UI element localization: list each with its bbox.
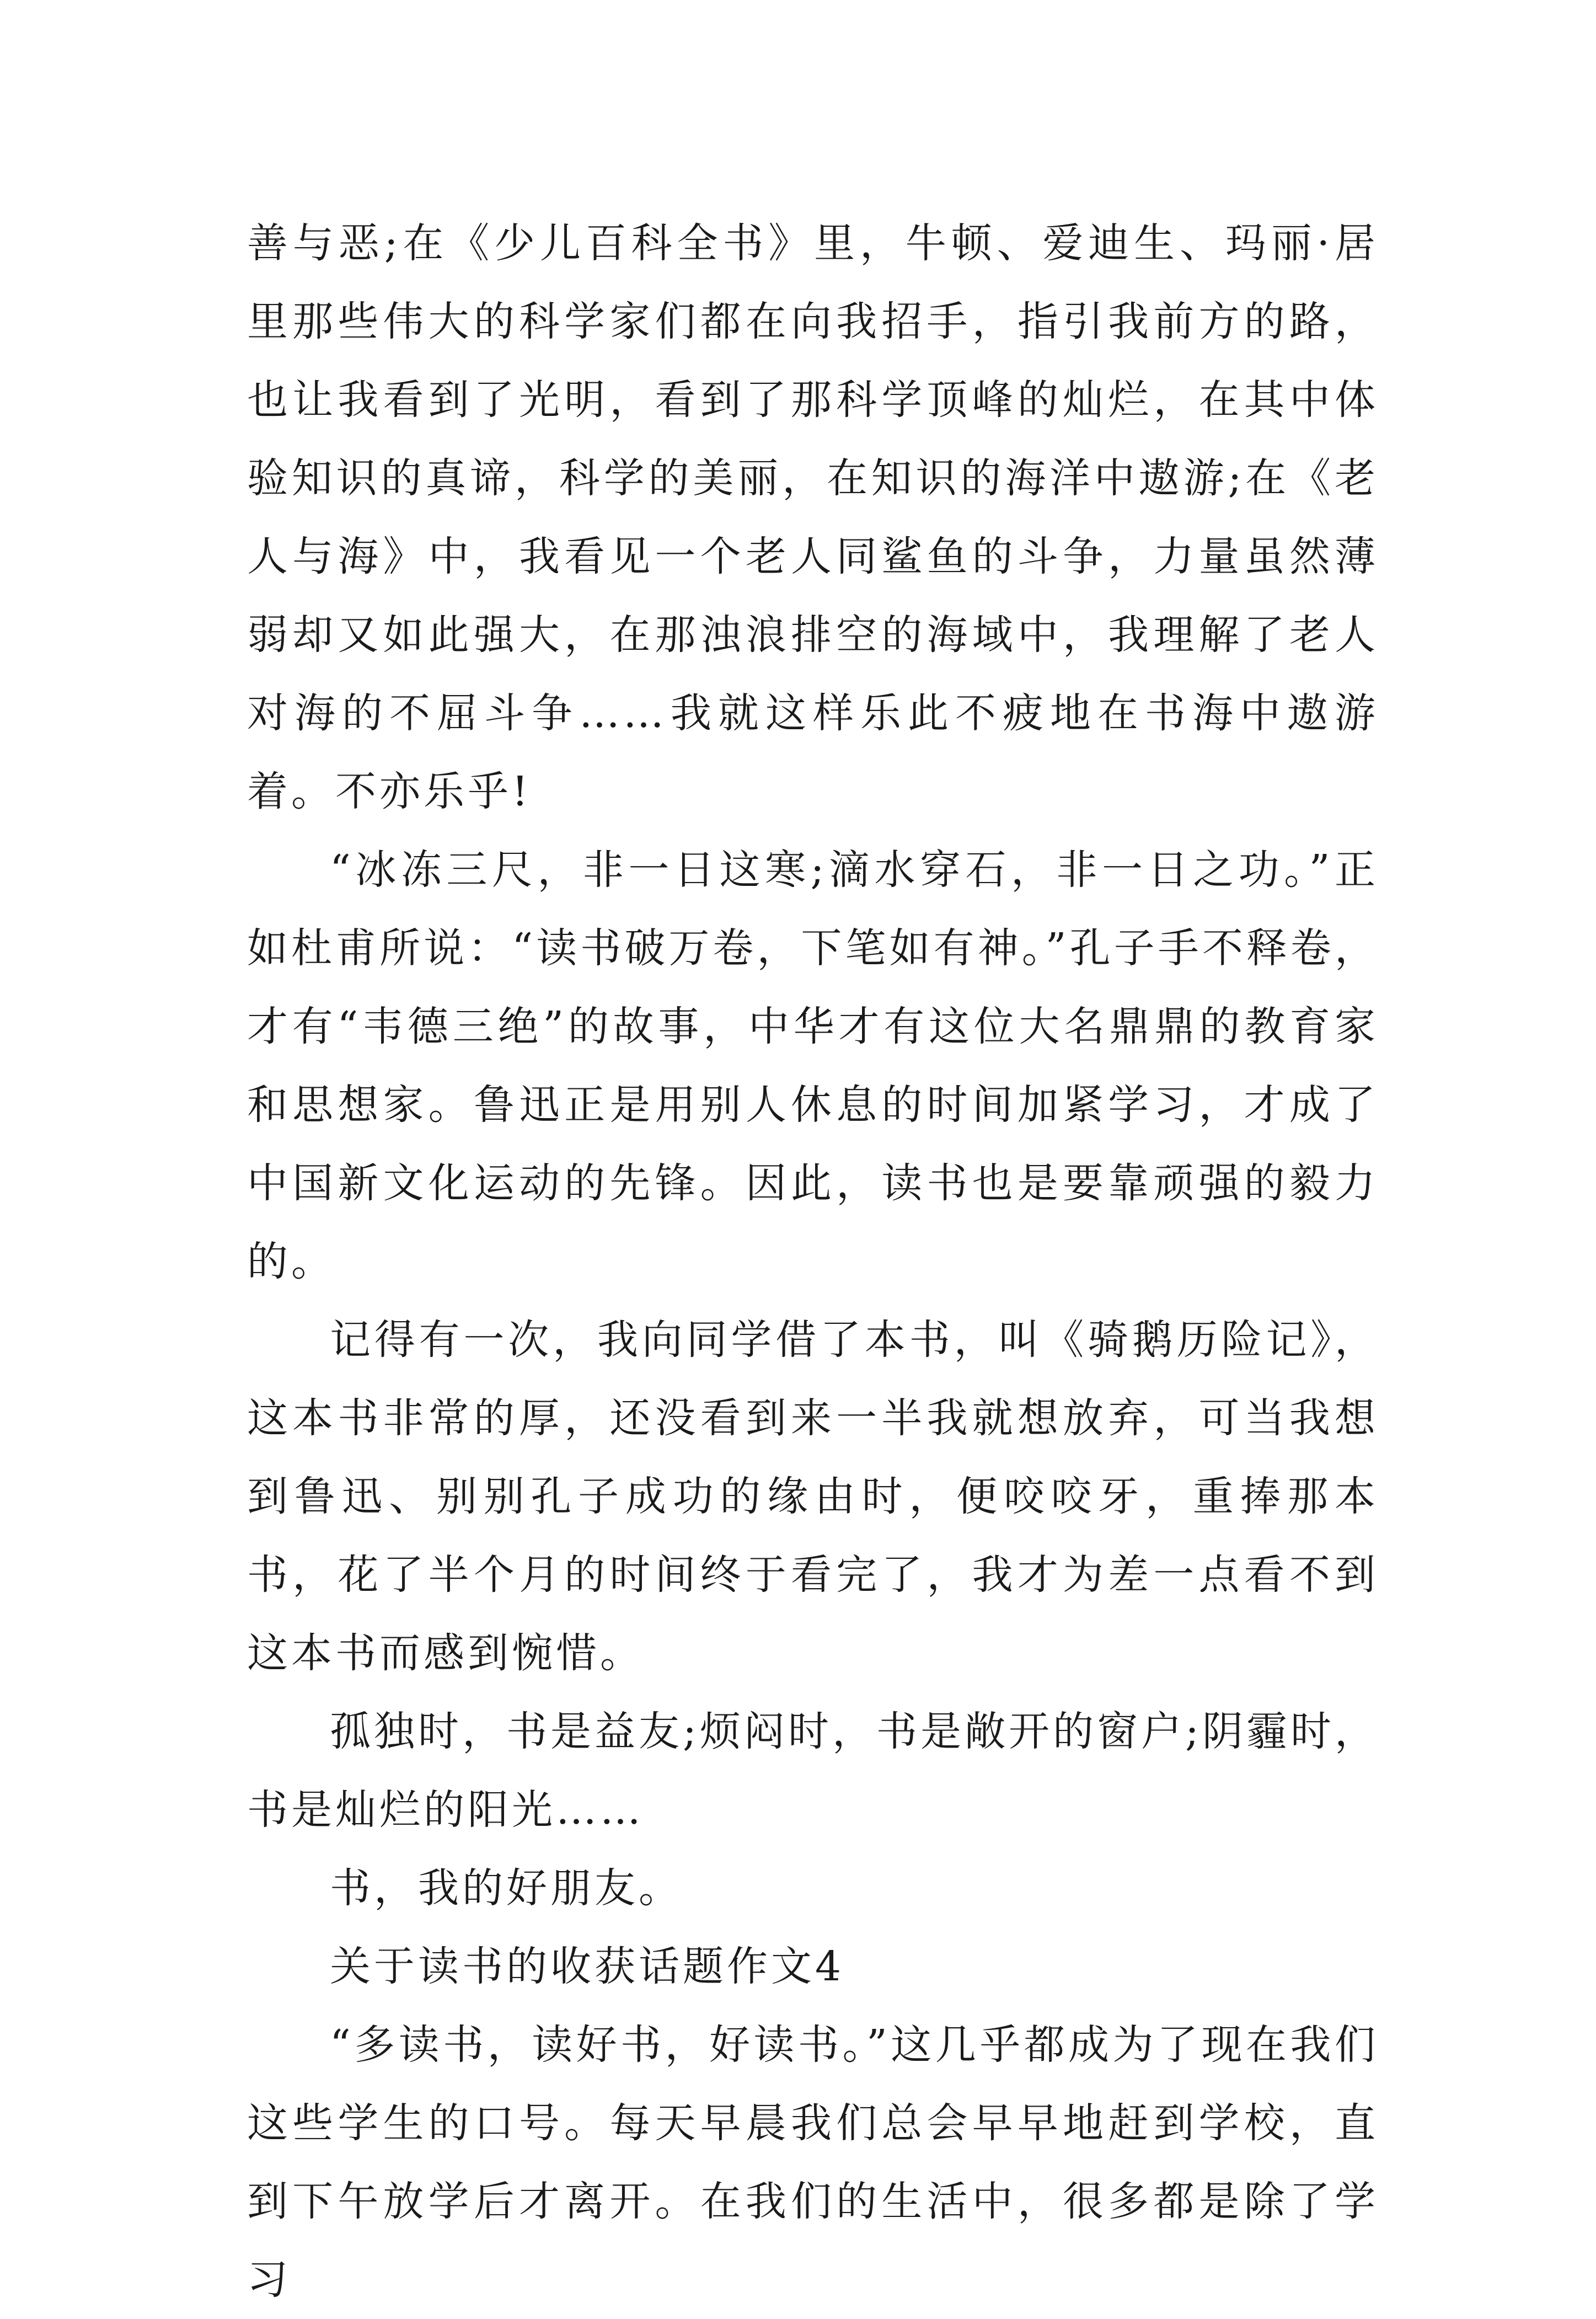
- paragraph-4: 孤独时，书是益友;烦闷时，书是敞开的窗户;阴霾时，书是灿烂的阳光……: [247, 1708, 1379, 1834]
- paragraph-5: 书，我的好朋友。: [330, 1864, 683, 1912]
- paragraph-6: “多读书，读好书，好读书。”这几乎都成为了现在我们这些学生的口号。每天早晨我们总会早早地赶到学校，直到下午放学后才离开。在我们的生活中，很多都是除了学习: [247, 2021, 1379, 2304]
- section-heading: 关于读书的收获话题作文4: [330, 1943, 845, 1990]
- document-body: [247, 204, 1379, 2319]
- paragraph-2: “冰冻三尺，非一日这寒;滴水穿石，非一日之功。”正如杜甫所说：“读书破万卷，下笔如有神。”孔子手不释卷，才有“韦德三绝”的故事，中华才有这位大名鼎鼎的教育家和思想家。鲁迅正是用别人休息的时间加紧学习，才成了中国新文化运动的先锋。因此，读书也是要靠顽强的毅力的。: [247, 846, 1379, 1285]
- paragraph-1: 善与恶;在《少儿百科全书》里，牛顿、爱迪生、玛丽·居里那些伟大的科学家们都在向我招手，指引我前方的路，也让我看到了光明，看到了那科学顶峰的灿烂，在其中体验知识的真谛，科学的美丽，在知识的海洋中遨游;在《老人与海》中，我看见一个老人同鲨鱼的斗争，力量虽然薄弱却又如此强大，在那浊浪排空的海域中，我理解了老人对海的不屈斗争……我就这样乐此不疲地在书海中遨游着。不亦乐乎!: [247, 220, 1379, 815]
- paragraph-3: 记得有一次，我向同学借了本书，叫《骑鹅历险记》，这本书非常的厚，还没看到来一半我就想放弃，可当我想到鲁迅、别别孔子成功的缘由时，便咬咬牙，重捧那本书，花了半个月的时间终于看完了，我才为差一点看不到这本书而感到惋惜。: [247, 1316, 1379, 1677]
